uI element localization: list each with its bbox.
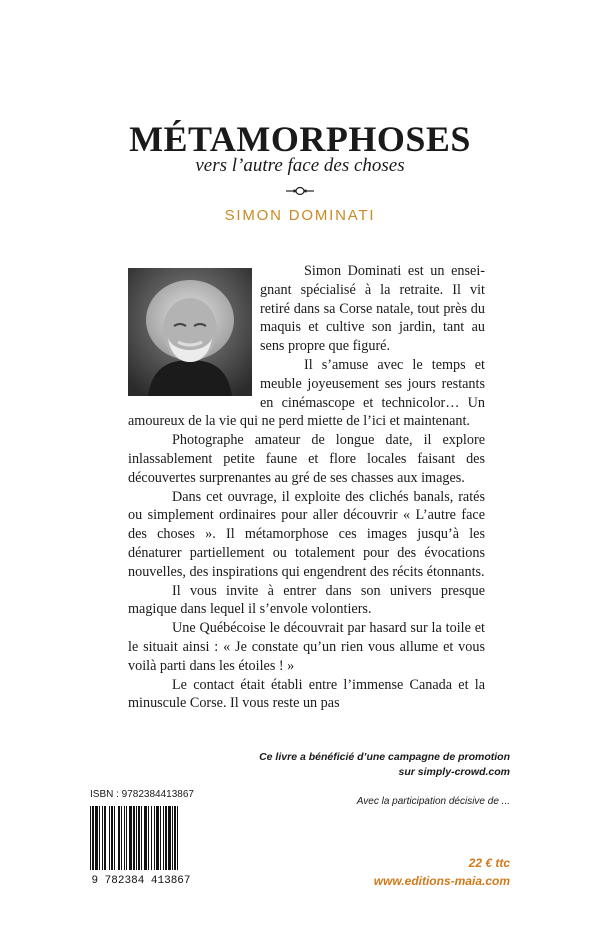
barcode-bar — [168, 806, 171, 870]
barcode-bar — [156, 806, 159, 870]
ornament-icon — [284, 184, 316, 198]
barcode-bar — [165, 806, 167, 870]
barcode-bar — [118, 806, 120, 870]
bio-paragraph: Une Québécoise le découvrait par hasard sur la toile et le situait ainsi : « Je constate qu’un rien vous allume et vous voilà parti dans les étoiles ! » — [128, 620, 485, 674]
barcode-bar — [174, 806, 176, 870]
bio-paragraph: Il s’amuse avec le temps et meuble joyeusement ses jours restants en cinémascope et technicolor… Un amoureux de la vie qui ne perd miette de l’ici et maintenant. — [128, 356, 485, 430]
barcode-bar — [99, 806, 100, 870]
participation-note: Avec la participation décisive de ... — [356, 796, 510, 807]
barcode-bar — [121, 806, 122, 870]
barcode-digits: 9 782384 413867 — [91, 875, 191, 886]
author-biography — [128, 262, 485, 713]
barcode-bar — [163, 806, 164, 870]
promotion-notice — [259, 750, 510, 780]
price: 22 € ttc — [468, 856, 510, 870]
barcode-bar — [126, 806, 127, 870]
barcode-bar — [111, 806, 113, 870]
photo-spacer — [128, 262, 260, 398]
author-name: SIMON DOMINATI — [224, 207, 376, 224]
promotion-site: sur simply-crowd.com — [398, 766, 510, 778]
bio-paragraph: Photographe amateur de longue date, il explore inlassablement petite faune et flore locales faisant des découvertes surprenantes au gré de ses chasses aux images. — [128, 432, 485, 486]
barcode-bar — [141, 806, 142, 870]
barcode-bar — [133, 806, 135, 870]
barcode-bar — [92, 806, 94, 870]
barcode-bar — [102, 806, 103, 870]
bio-paragraph: Le contact était établi entre l’immense Canada et la minuscule Corse. Il vous reste un pas — [128, 676, 485, 712]
barcode-bar — [144, 806, 147, 870]
book-title: MÉTAMORPHOSES — [129, 119, 471, 159]
barcode-bar — [90, 806, 91, 870]
barcode-bar — [154, 806, 155, 870]
barcode-bar — [114, 806, 115, 870]
publisher-website[interactable]: www.editions-maia.com — [373, 874, 510, 888]
barcode-bar — [172, 806, 173, 870]
barcode-bar — [160, 806, 161, 870]
barcode-bar — [177, 806, 178, 870]
isbn-label: ISBN : 9782384413867 — [90, 789, 194, 800]
barcode-bar — [136, 806, 137, 870]
book-subtitle: vers l’autre face des choses — [195, 155, 405, 176]
barcode-bar — [148, 806, 149, 870]
barcode-bar — [109, 806, 110, 870]
bio-paragraph: Dans cet ouvrage, il exploite des clichés banals, ratés ou simplement ordinaires pour aller découvrir « L’autre face des choses ». Il métamorphose ces images jusqu’à les dénaturer partiellement ou totalement pour des évocations nouvelles, des inspirations qui engendrent des récits étonnants. — [128, 488, 485, 580]
promotion-line: Ce livre a bénéficié d’une campagne de promotion — [259, 751, 510, 763]
barcode-bar — [104, 806, 106, 870]
barcode-bar — [95, 806, 98, 870]
barcode-bar — [129, 806, 132, 870]
barcode-bar — [138, 806, 140, 870]
barcode-bar — [151, 806, 152, 870]
bio-paragraph: Simon Dominati est un ensei-gnant spécialisé à la retraite. Il vit retiré dans sa Corse natale, tout près du maquis et cultive son jardin, tant au sens propre que figuré. — [260, 263, 485, 355]
barcode-bar — [124, 806, 125, 870]
isbn-barcode — [84, 802, 198, 886]
bio-paragraph: Il vous invite à entrer dans son univers presque magique dans lequel il s’envole volontiers. — [128, 582, 485, 618]
